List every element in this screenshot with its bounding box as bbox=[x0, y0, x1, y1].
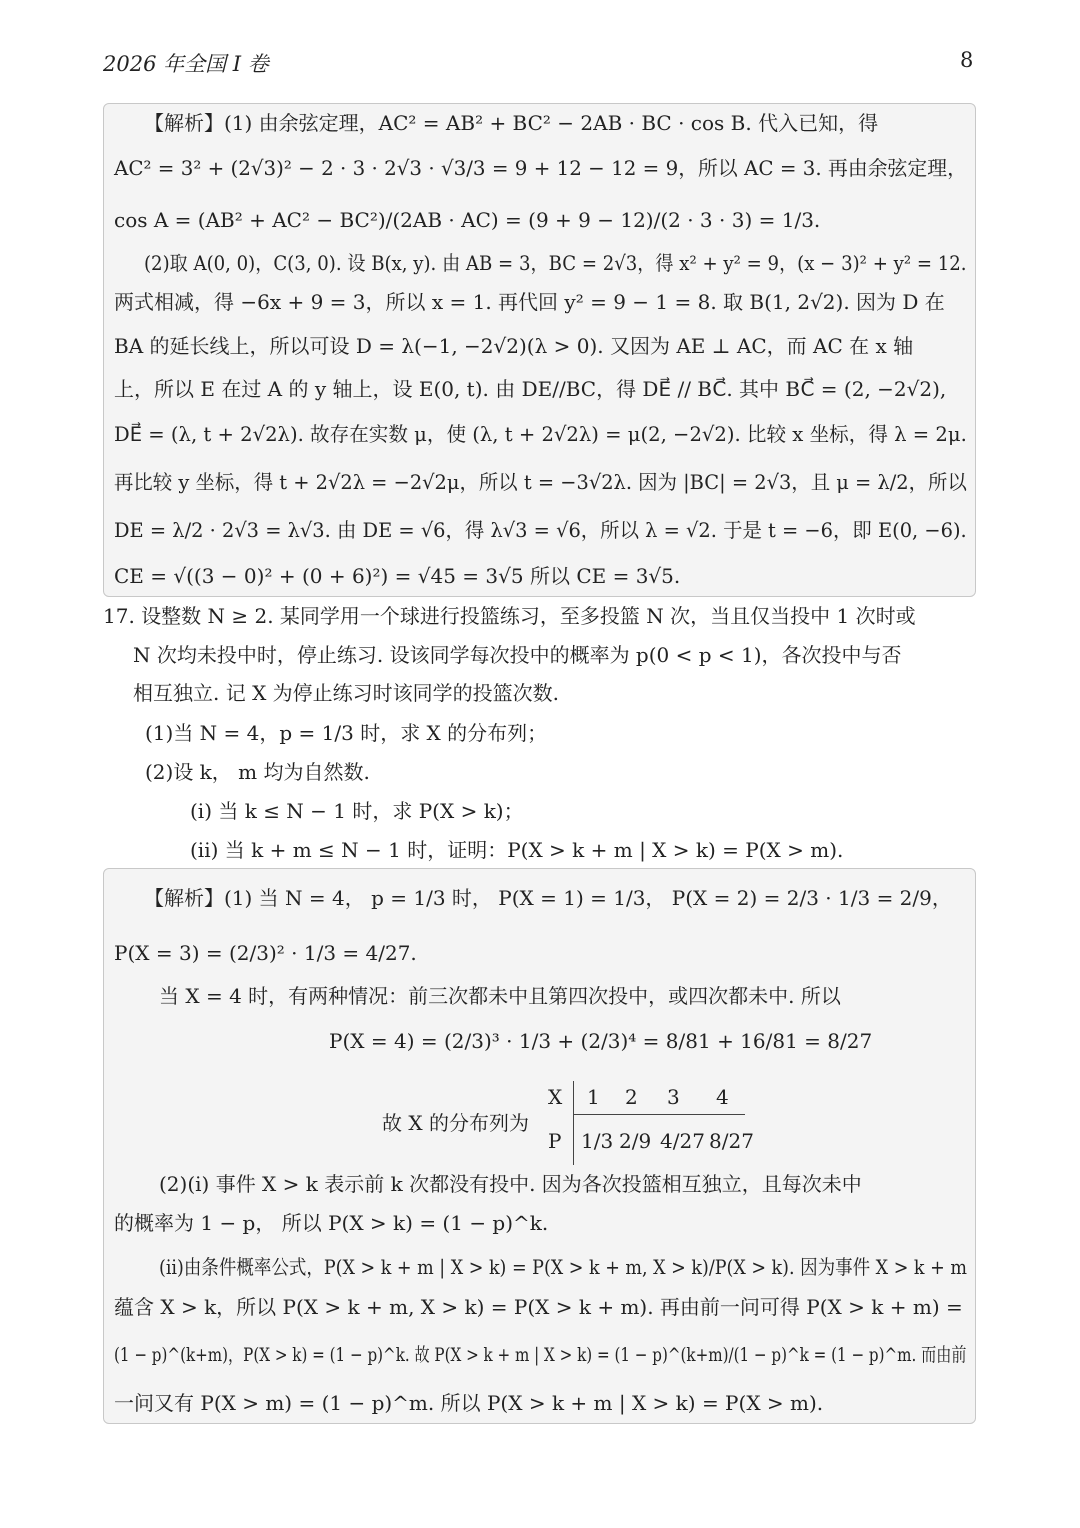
solution16-line-9: 再比较 y 坐标，得 t + 2√2λ = −2√2μ，所以 t = −3√2λ. 因为 |BC| = 2√3，且 μ = λ/2，所以 bbox=[114, 470, 967, 494]
solution17-line-2: P(X = 3) = (2/3)² · 1/3 = 4/27. bbox=[114, 941, 417, 965]
problem17-part-2-i: (i) 当 k ≤ N − 1 时，求 P(X > k)； bbox=[190, 799, 524, 823]
solution16-line-6: BA 的延长线上，所以可设 D = λ(−1, −2√2)(λ > 0). 又因为 AE ⊥ AC，而 AC 在 x 轴 bbox=[114, 334, 914, 358]
solution17-line-6: 的概率为 1 − p， 所以 P(X > k) = (1 − p)^k. bbox=[114, 1211, 549, 1235]
solution16-line-8: DE⃗ = (λ, t + 2√2λ). 故存在实数 μ，使 (λ, t + 2√2λ) = μ(2, −2√2). 比较 x 坐标，得 λ = 2μ. bbox=[114, 422, 967, 446]
solution17-line-10: 一问又有 P(X > m) = (1 − p)^m. 所以 P(X > k + m | X > k) = P(X > m). bbox=[114, 1391, 824, 1415]
table-x-4: 4 bbox=[716, 1085, 729, 1109]
solution16-line-4: (2)取 A(0, 0)，C(3, 0). 设 B(x, y). 由 AB = 3，BC = 2√3，得 x² + y² = 9，(x − 3)² + y² = 12. bbox=[144, 251, 967, 275]
distribution-lead: 故 X 的分布列为 bbox=[382, 1111, 529, 1135]
page-number: 8 bbox=[960, 48, 974, 72]
solution16-line-5: 两式相减，得 −6x + 9 = 3，所以 x = 1. 再代回 y² = 9 − 1 = 8. 取 B(1, 2√2). 因为 D 在 bbox=[114, 290, 945, 314]
table-x-2: 2 bbox=[625, 1085, 638, 1109]
solution17-line-3: 当 X = 4 时，有两种情况：前三次都未中且第四次投中，或四次都未中. 所以 bbox=[159, 984, 841, 1008]
problem17-part-2: (2)设 k， m 均为自然数. bbox=[145, 760, 370, 784]
solution16-line-11: CE = √((3 − 0)² + (0 + 6)²) = √45 = 3√5 所以 CE = 3√5. bbox=[114, 564, 681, 588]
table-header-p: P bbox=[548, 1129, 562, 1153]
table-x-3: 3 bbox=[667, 1085, 680, 1109]
solution17-line-7: (ii)由条件概率公式，P(X > k + m | X > k) = P(X > k + m, X > k)/P(X > k). 因为事件 X > k + m bbox=[159, 1255, 967, 1279]
solution-box-17 bbox=[103, 868, 976, 1424]
solution-box-16 bbox=[103, 103, 976, 597]
table-p-2: 2/9 bbox=[619, 1129, 652, 1153]
solution16-line-1: 【解析】(1) 由余弦定理，AC² = AB² + BC² − 2AB · BC · cos B. 代入已知，得 bbox=[144, 111, 879, 135]
problem17-part-1: (1)当 N = 4，p = 1/3 时，求 X 的分布列； bbox=[145, 721, 548, 745]
solution17-line-9: (1 − p)^(k+m)，P(X > k) = (1 − p)^k. 故 P(X > k + m | X > k) = (1 − p)^(k+m)/(1 − p)^k = (1 − p)^m. 而由前 bbox=[114, 1344, 967, 1366]
distribution-table bbox=[382, 1081, 782, 1165]
table-p-4: 8/27 bbox=[709, 1129, 754, 1153]
solution17-line-1: 【解析】(1) 当 N = 4， p = 1/3 时， P(X = 1) = 1/3， P(X = 2) = 2/3 · 1/3 = 2/9， bbox=[144, 886, 952, 910]
table-p-1: 1/3 bbox=[581, 1129, 614, 1153]
solution16-line-7: 上，所以 E 在过 A 的 y 轴上，设 E(0, t). 由 DE//BC，得 DE⃗ // BC⃗. 其中 BC⃗ = (2, −2√2), bbox=[114, 377, 947, 401]
table-vertical-rule bbox=[573, 1081, 574, 1165]
problem17-line-3: 相互独立. 记 X 为停止练习时该同学的投篮次数. bbox=[133, 681, 560, 705]
problem17-part-2-ii: (ii) 当 k + m ≤ N − 1 时，证明：P(X > k + m | X > k) = P(X > m). bbox=[190, 838, 844, 862]
table-x-1: 1 bbox=[587, 1085, 600, 1109]
solution17-line-8: 蕴含 X > k，所以 P(X > k + m, X > k) = P(X > k + m). 再由前一问可得 P(X > k + m) = bbox=[114, 1295, 963, 1319]
table-header-x: X bbox=[548, 1085, 563, 1109]
problem17-line-2: N 次均未投中时，停止练习. 设该同学每次投中的概率为 p(0 < p < 1)，各次投中与否 bbox=[133, 643, 902, 667]
solution17-formula-px4: P(X = 4) = (2/3)³ · 1/3 + (2/3)⁴ = 8/81 + 16/81 = 8/27 bbox=[329, 1029, 873, 1053]
solution17-line-5: (2)(i) 事件 X > k 表示前 k 次都没有投中. 因为各次投篮相互独立，且每次未中 bbox=[159, 1172, 862, 1196]
table-horizontal-rule bbox=[573, 1114, 745, 1115]
header-exam-title: 2026 年全国 I 卷 bbox=[103, 52, 269, 76]
table-p-3: 4/27 bbox=[660, 1129, 705, 1153]
solution16-line-3: cos A = (AB² + AC² − BC²)/(2AB · AC) = (9 + 9 − 12)/(2 · 3 · 3) = 1/3. bbox=[114, 208, 821, 232]
problem17-line-1: 17. 设整数 N ≥ 2. 某同学用一个球进行投篮练习，至多投篮 N 次，当且仅当投中 1 次时或 bbox=[103, 604, 916, 628]
solution16-line-10: DE = λ/2 · 2√3 = λ√3. 由 DE = √6，得 λ√3 = √6，所以 λ = √2. 于是 t = −6，即 E(0, −6). bbox=[114, 518, 967, 542]
solution16-line-2: AC² = 3² + (2√3)² − 2 · 3 · 2√3 · √3/3 = 9 + 12 − 12 = 9，所以 AC = 3. 再由余弦定理， bbox=[114, 156, 967, 180]
